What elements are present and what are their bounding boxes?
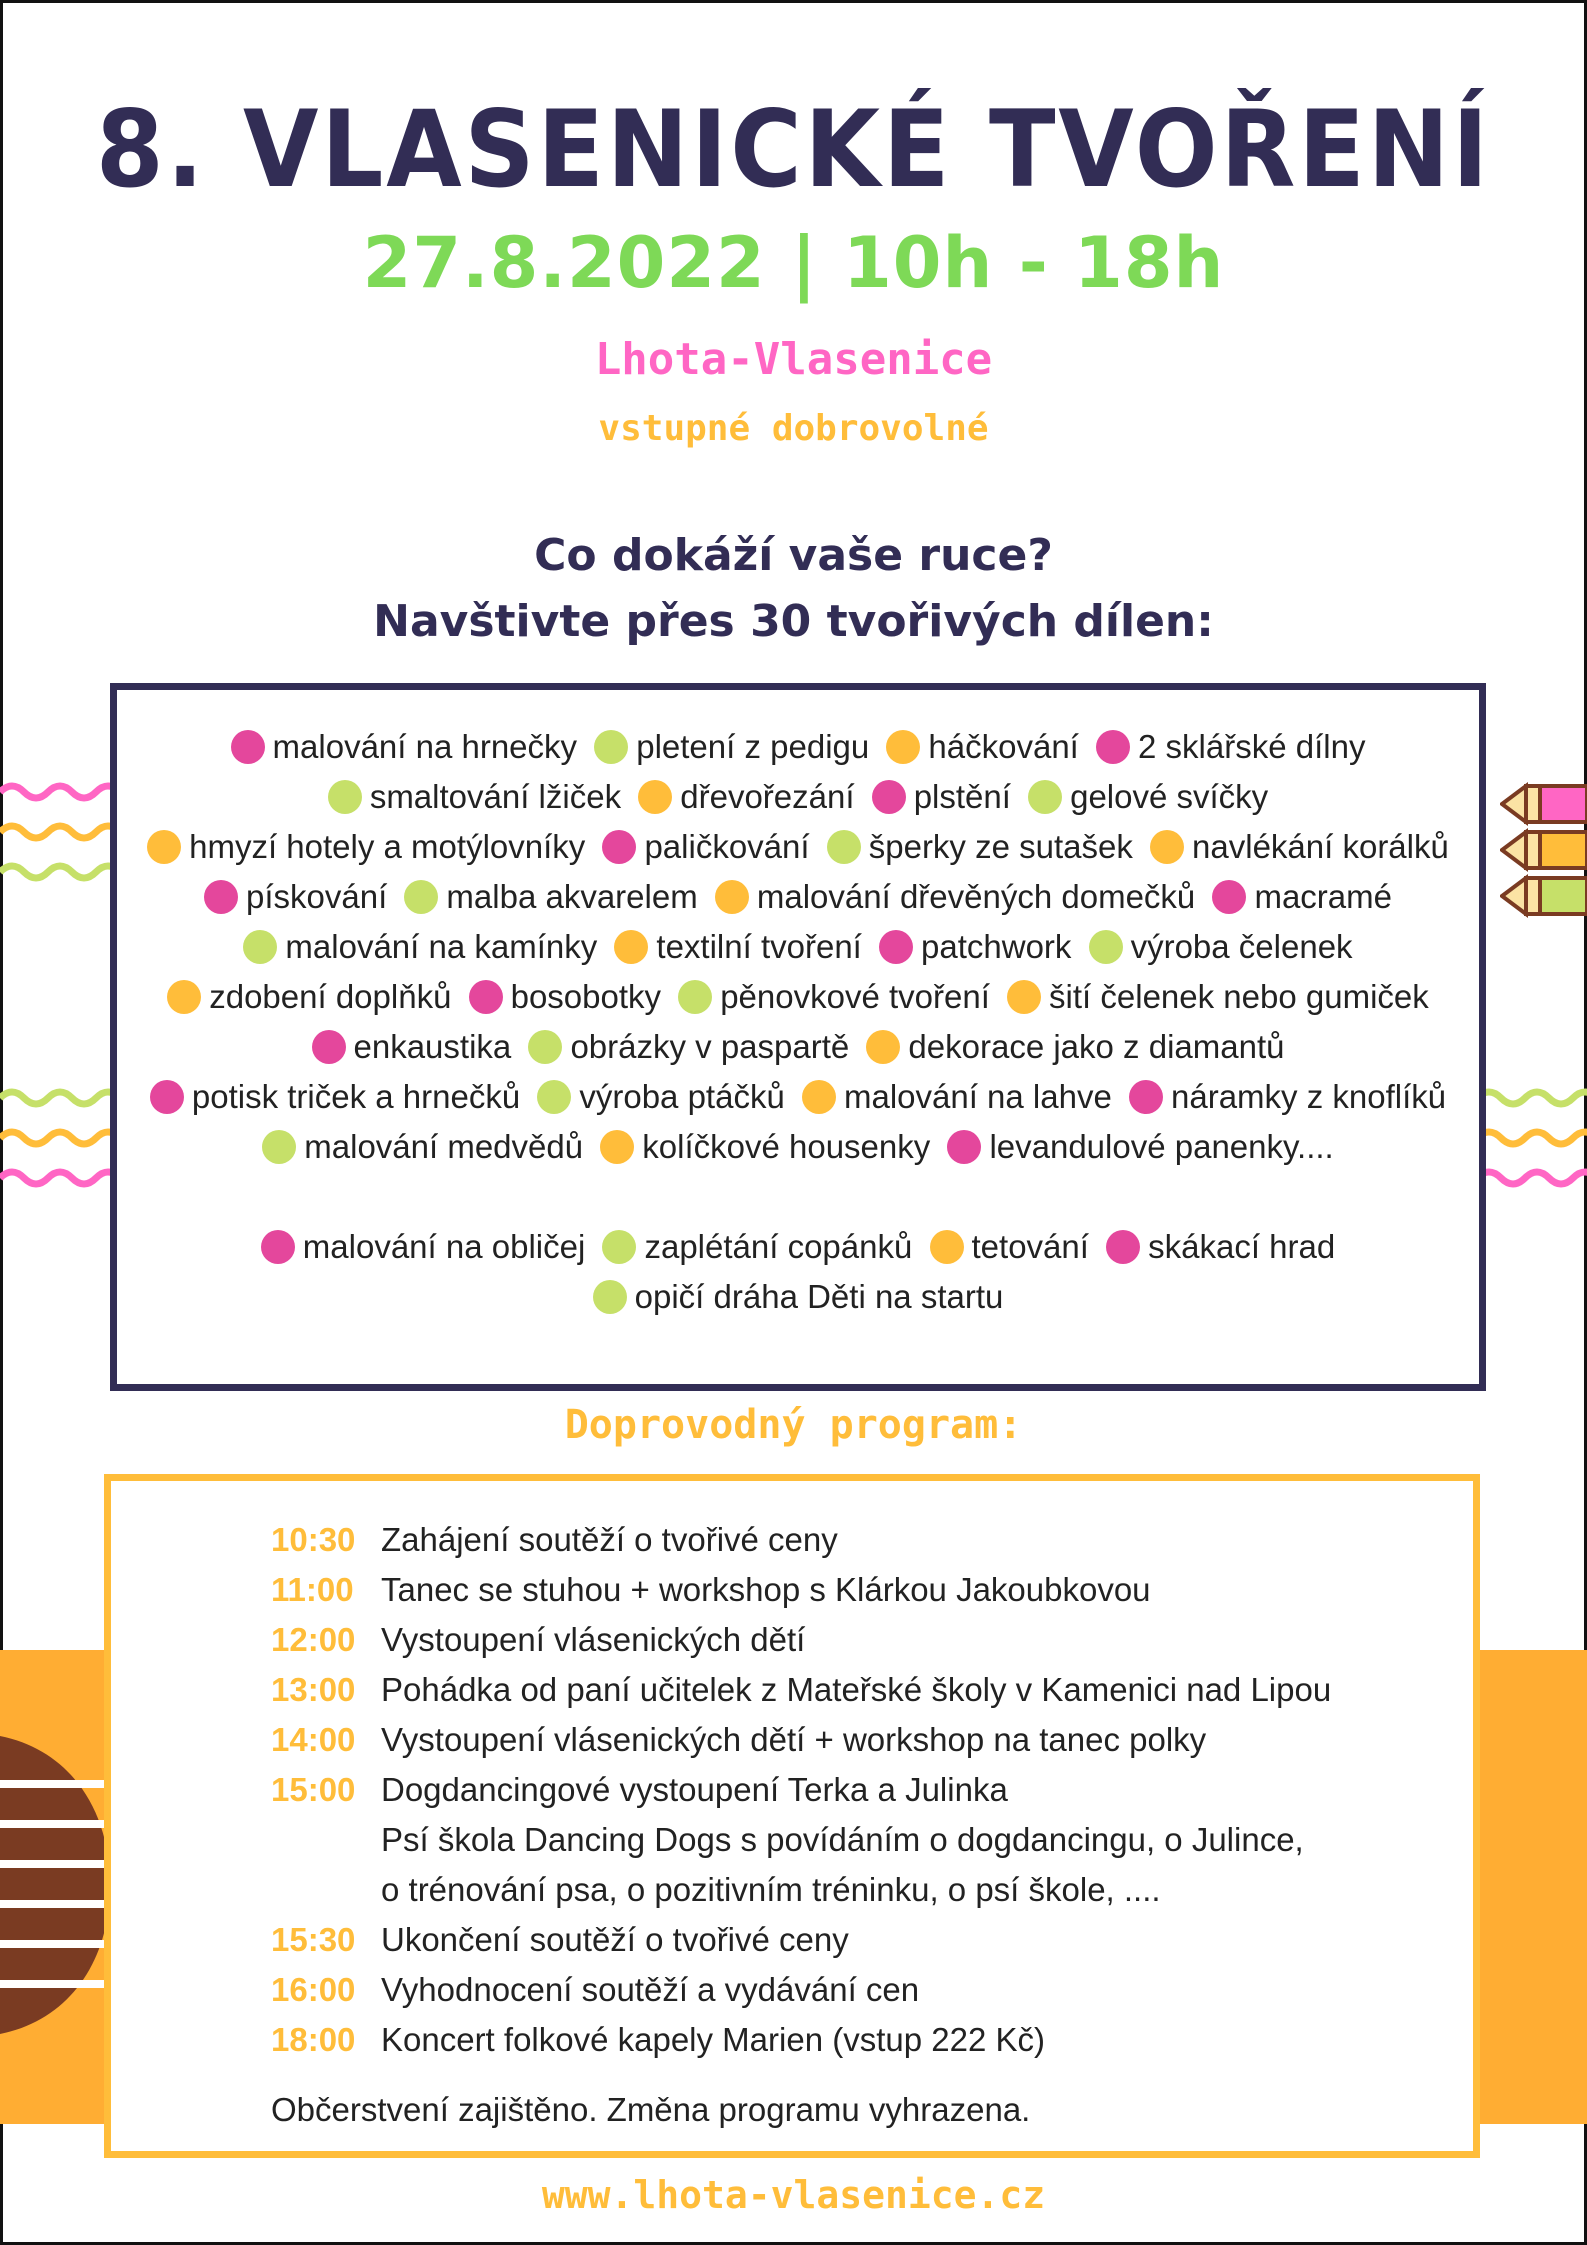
workshop-item — [167, 978, 451, 1015]
workshop-item — [328, 778, 621, 815]
program-row — [271, 1515, 1471, 1565]
bullet-dot-icon — [1007, 980, 1041, 1014]
page-title: 8. VLASENICKÉ TVOŘENÍ — [95, 88, 1492, 211]
program-text: Pohádka od paní učitelek z Mateřské školy v Kamenici nad Lipou — [381, 1671, 1332, 1708]
item-label: bosobotky — [510, 978, 662, 1015]
item-label: skákací hrad — [1148, 1228, 1336, 1265]
program-time: 12:00 — [271, 1621, 356, 1658]
program-text: Vystoupení vlásenických dětí + workshop na tanec polky — [381, 1721, 1207, 1758]
program-time: 11:00 — [271, 1571, 354, 1608]
wave-decoration-left-bottom — [0, 1084, 110, 1204]
workshop-item — [1096, 728, 1365, 765]
item-label: dřevořezání — [680, 778, 855, 815]
item-label: zdobení doplňků — [209, 978, 452, 1015]
bullet-dot-icon — [638, 780, 672, 814]
program-time: 13:00 — [271, 1671, 356, 1708]
kids-activity-item — [261, 1228, 586, 1265]
program-time: 15:00 — [271, 1771, 356, 1808]
workshop-item — [594, 728, 869, 765]
item-label: enkaustika — [353, 1028, 512, 1065]
workshop-item — [1212, 878, 1392, 915]
guitar-decoration — [0, 1720, 110, 2050]
program-text: Tanec se stuhou + workshop s Klárkou Jakoubkovou — [381, 1571, 1151, 1608]
program-text: o trénování psa, o pozitivním tréninku, o psí škole, .... — [381, 1871, 1161, 1908]
program-row — [271, 1715, 1471, 1765]
program-row — [271, 1615, 1471, 1665]
item-label: potisk triček a hrnečků — [191, 1078, 521, 1115]
workshop-item — [469, 978, 661, 1015]
program-time: 16:00 — [271, 1971, 356, 2008]
wave-decoration-right — [1477, 1084, 1587, 1204]
item-label: malování na hrnečky — [272, 728, 578, 765]
item-label: macramé — [1254, 878, 1392, 915]
item-label: výroba ptáčků — [579, 1078, 785, 1115]
item-label: textilní tvoření — [656, 928, 862, 965]
workshop-item — [614, 928, 861, 965]
workshop-item — [947, 1128, 1333, 1165]
workshop-item — [600, 1128, 930, 1165]
bullet-dot-icon — [147, 830, 181, 864]
item-label: tetování — [971, 1228, 1089, 1265]
program-time: 15:30 — [271, 1921, 356, 1958]
workshops-box — [110, 683, 1486, 1391]
bullet-dot-icon — [614, 930, 648, 964]
bullet-dot-icon — [678, 980, 712, 1014]
workshop-item — [1089, 928, 1353, 965]
item-label: malování na lahve — [843, 1078, 1112, 1115]
workshop-item — [872, 778, 1011, 815]
workshop-item — [886, 728, 1078, 765]
program-title: Doprovodný program: — [564, 1402, 1023, 1448]
kids-activity-items — [131, 1222, 1465, 1322]
bullet-dot-icon — [262, 1130, 296, 1164]
bullet-dot-icon — [600, 1130, 634, 1164]
program-text: Ukončení soutěží o tvořivé ceny — [381, 1921, 849, 1958]
bullet-dot-icon — [1106, 1230, 1140, 1264]
program-text: Dogdancingové vystoupení Terka a Julinka — [381, 1771, 1008, 1808]
bullet-dot-icon — [602, 830, 636, 864]
item-label: malování na kamínky — [285, 928, 598, 965]
orange-band-right — [1470, 1650, 1587, 2124]
program-text: Koncert folkové kapely Marien (vstup 222 Kč) — [381, 2021, 1045, 2058]
workshop-item — [879, 928, 1071, 965]
program-row — [271, 1865, 1471, 1915]
item-label: šití čelenek nebo gumiček — [1049, 978, 1429, 1015]
item-label: navlékání korálků — [1192, 828, 1449, 865]
bullet-dot-icon — [243, 930, 277, 964]
program-row — [271, 1565, 1471, 1615]
item-label: šperky ze sutašek — [868, 828, 1133, 865]
program-note: Občerstvení zajištěno. Změna programu vyhrazena. — [271, 2091, 1031, 2128]
program-time: 18:00 — [271, 2021, 356, 2058]
bullet-dot-icon — [593, 1280, 627, 1314]
pencil-icon — [1500, 782, 1587, 918]
bullet-dot-icon — [261, 1230, 295, 1264]
item-label: malba akvarelem — [446, 878, 698, 915]
bullet-dot-icon — [328, 780, 362, 814]
item-label: hmyzí hotely a motýlovníky — [189, 828, 586, 865]
kids-activity-item — [1106, 1228, 1335, 1265]
bullet-dot-icon — [715, 880, 749, 914]
workshop-item — [802, 1078, 1112, 1115]
workshop-item — [204, 878, 387, 915]
bullet-dot-icon — [827, 830, 861, 864]
workshop-item — [1028, 778, 1268, 815]
program-list — [271, 1515, 1471, 2065]
workshop-item — [528, 1028, 849, 1065]
bullet-dot-icon — [872, 780, 906, 814]
bullet-dot-icon — [866, 1030, 900, 1064]
item-label: gelové svíčky — [1070, 778, 1269, 815]
bullet-dot-icon — [1129, 1080, 1163, 1114]
item-label: pletení z pedigu — [636, 728, 870, 765]
bullet-dot-icon — [879, 930, 913, 964]
item-label: pěnovkové tvoření — [720, 978, 990, 1015]
workshop-item — [537, 1078, 784, 1115]
bullet-dot-icon — [150, 1080, 184, 1114]
workshop-item — [638, 778, 854, 815]
item-label: háčkování — [928, 728, 1079, 765]
kids-activity-item — [593, 1278, 1004, 1315]
workshop-item — [262, 1128, 583, 1165]
event-place: Lhota-Vlasenice — [594, 334, 993, 385]
item-label: pískování — [246, 878, 388, 915]
tagline-invite: Navštivte přes 30 tvořivých dílen: — [373, 596, 1214, 647]
workshop-item — [1150, 828, 1449, 865]
workshop-item — [312, 1028, 512, 1065]
item-label: kolíčkové housenky — [642, 1128, 931, 1165]
program-row — [271, 1965, 1471, 2015]
program-row — [271, 1915, 1471, 1965]
bullet-dot-icon — [204, 880, 238, 914]
program-row — [271, 2015, 1471, 2065]
item-label: náramky z knoflíků — [1171, 1078, 1447, 1115]
bullet-dot-icon — [886, 730, 920, 764]
bullet-dot-icon — [1150, 830, 1184, 864]
entry-fee: vstupné dobrovolné — [598, 408, 989, 449]
wave-decoration-left-top — [0, 778, 110, 898]
program-time — [271, 1865, 381, 1915]
bullet-dot-icon — [947, 1130, 981, 1164]
workshop-item — [678, 978, 990, 1015]
program-box — [104, 1474, 1480, 2158]
program-time: 14:00 — [271, 1721, 356, 1758]
bullet-dot-icon — [1089, 930, 1123, 964]
item-label: výroba čelenek — [1130, 928, 1353, 965]
workshop-item — [231, 728, 578, 765]
program-text: Vyhodnocení soutěží a vydávání cen — [381, 1971, 920, 2008]
event-date: 27.8.2022 | 10h - 18h — [362, 222, 1225, 304]
item-label: obrázky v paspartě — [570, 1028, 850, 1065]
item-label: dekorace jako z diamantů — [908, 1028, 1285, 1065]
item-label: malování dřevěných domečků — [756, 878, 1196, 915]
bullet-dot-icon — [1028, 780, 1062, 814]
bullet-dot-icon — [1212, 880, 1246, 914]
item-label: levandulové panenky.... — [989, 1128, 1334, 1165]
bullet-dot-icon — [231, 730, 265, 764]
program-row — [271, 1665, 1471, 1715]
item-label: paličkování — [644, 828, 810, 865]
bullet-dot-icon — [167, 980, 201, 1014]
website-link[interactable]: www.lhota-vlasenice.cz — [541, 2173, 1046, 2217]
workshop-item — [602, 828, 809, 865]
workshop-item — [827, 828, 1133, 865]
workshop-items — [131, 722, 1465, 1172]
program-time — [271, 1815, 381, 1865]
workshop-item — [404, 878, 697, 915]
workshop-item — [243, 928, 597, 965]
bullet-dot-icon — [537, 1080, 571, 1114]
workshop-item — [715, 878, 1195, 915]
item-label: smaltování lžiček — [369, 778, 622, 815]
kids-activity-item — [930, 1228, 1089, 1265]
workshop-item — [150, 1078, 520, 1115]
bullet-dot-icon — [930, 1230, 964, 1264]
bullet-dot-icon — [528, 1030, 562, 1064]
bullet-dot-icon — [602, 1230, 636, 1264]
program-text: Vystoupení vlásenických dětí — [381, 1621, 806, 1658]
bullet-dot-icon — [802, 1080, 836, 1114]
item-label: opičí dráha Děti na startu — [634, 1278, 1004, 1315]
bullet-dot-icon — [1096, 730, 1130, 764]
program-text: Psí škola Dancing Dogs s povídáním o dogdancingu, o Julince, — [381, 1821, 1304, 1858]
program-text: Zahájení soutěží o tvořivé ceny — [381, 1521, 838, 1558]
item-label: 2 sklářské dílny — [1138, 728, 1366, 765]
workshop-item — [1007, 978, 1429, 1015]
program-time: 10:30 — [271, 1521, 356, 1558]
workshops-list — [131, 722, 1465, 1322]
item-label: malování na obličej — [302, 1228, 586, 1265]
bullet-dot-icon — [594, 730, 628, 764]
tagline-question: Co dokáží vaše ruce? — [534, 530, 1053, 581]
program-row — [271, 1815, 1471, 1865]
item-label: patchwork — [921, 928, 1072, 965]
item-label: malování medvědů — [304, 1128, 584, 1165]
workshop-item — [1129, 1078, 1446, 1115]
bullet-dot-icon — [312, 1030, 346, 1064]
workshop-item — [147, 828, 585, 865]
kids-activity-item — [602, 1228, 912, 1265]
item-label: zaplétání copánků — [644, 1228, 913, 1265]
program-row — [271, 1765, 1471, 1815]
bullet-dot-icon — [469, 980, 503, 1014]
workshop-item — [866, 1028, 1284, 1065]
bullet-dot-icon — [404, 880, 438, 914]
item-label: plstění — [913, 778, 1011, 815]
